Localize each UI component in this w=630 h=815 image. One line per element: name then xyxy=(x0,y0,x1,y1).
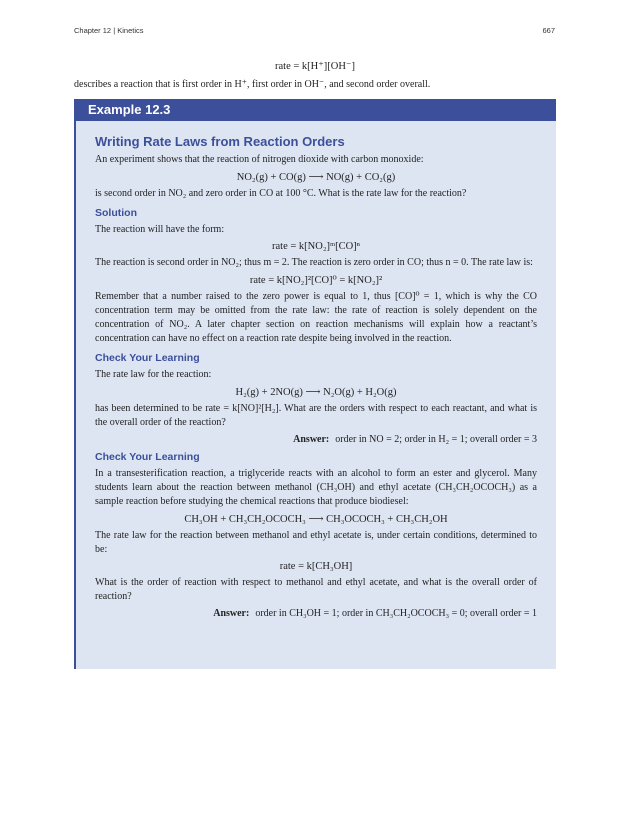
rate-law-form: rate = k[NO₂]ᵐ[CO]ⁿ xyxy=(272,241,360,252)
rate-law-result: rate = k[NO₂]²[CO]⁰ = k[NO₂]² xyxy=(249,275,383,286)
example-content xyxy=(76,134,556,619)
reaction-equation-1: NO₂(g) + CO(g) ⟶ NO(g) + CO₂(g) xyxy=(236,172,396,183)
intro-text: describes a reaction that is first order in H⁺, first order in OH⁻, and second order overall. xyxy=(74,79,431,90)
rate-law-methanol: rate = k[CH₃OH] xyxy=(279,561,353,572)
solution-text-3: Remember that a number raised to the zero power is equal to 1, thus [CO]⁰ = 1, which is why the CO concentration term may be omitted from the rate law: the rate of reaction is solely dependent on the concentration of NO₂. A later chapter section on reaction mechanisms will explain how a reactant’s concentration can have no effect on a reaction rate despite being involved in the reaction. xyxy=(95,291,537,344)
reaction-equation-2: H₂(g) + 2NO(g) ⟶ N₂O(g) + H₂O(g) xyxy=(235,387,397,398)
problem-text: An experiment shows that the reaction of nitrogen dioxide with carbon monoxide: xyxy=(95,154,424,165)
check-learning-question-2: What is the order of reaction with respect to methanol and ethyl acetate, and what is the overall order of reaction? xyxy=(95,577,537,602)
solution-text-1: The reaction will have the form: xyxy=(95,224,225,235)
answer-2 xyxy=(95,608,537,619)
problem-text-2: is second order in NO₂ and zero order in CO at 100 °C. What is the rate law for the reaction? xyxy=(95,188,467,199)
check-learning-question-1: has been determined to be rate = k[NO]²[H₂]. What are the orders with respect to each reactant, and what is the overall order of the reaction? xyxy=(95,403,537,428)
answer-1-text: order in NO = 2; order in H₂ = 1; overall order = 3 xyxy=(335,434,537,445)
check-learning-heading-1: Check Your Learning xyxy=(95,352,200,364)
check-learning-text-2: In a transesterification reaction, a triglyceride reacts with an alcohol to form an ester and glycerol. Many students learn about the reaction between methanol (CH₃OH) and ethyl acetate (CH₃CH₂OCOCH₃) as a sample reaction before studying the chemical reactions that produce biodiesel: xyxy=(95,468,537,507)
answer-2-label: Answer: xyxy=(213,608,250,619)
example-box xyxy=(74,99,556,669)
example-label: Example 12.3 xyxy=(76,99,556,121)
rate-equation-top: rate = k[H⁺][OH⁻] xyxy=(275,61,355,72)
page-number: 667 xyxy=(542,26,555,35)
example-title: Writing Rate Laws from Reaction Orders xyxy=(95,134,345,149)
solution-heading: Solution xyxy=(95,207,137,219)
answer-2-text: order in CH₃OH = 1; order in CH₃CH₂OCOCH₃ = 0; overall order = 1 xyxy=(255,608,537,619)
check-learning-text-1: The rate law for the reaction: xyxy=(95,369,212,380)
check-learning-text-3: The rate law for the reaction between methanol and ethyl acetate is, under certain conditions, determined to be: xyxy=(95,530,537,555)
solution-text-2: The reaction is second order in NO₂; thus m = 2. The reaction is zero order in CO; thus n = 0. The rate law is: xyxy=(95,257,533,268)
answer-1-label: Answer: xyxy=(293,434,330,445)
answer-1 xyxy=(95,434,537,445)
running-header-chapter: Chapter 12 | Kinetics xyxy=(74,26,144,35)
check-learning-heading-2: Check Your Learning xyxy=(95,451,200,463)
reaction-equation-3: CH₃OH + CH₃CH₂OCOCH₃ ⟶ CH₃OCOCH₃ + CH₃CH₂OH xyxy=(184,514,448,525)
